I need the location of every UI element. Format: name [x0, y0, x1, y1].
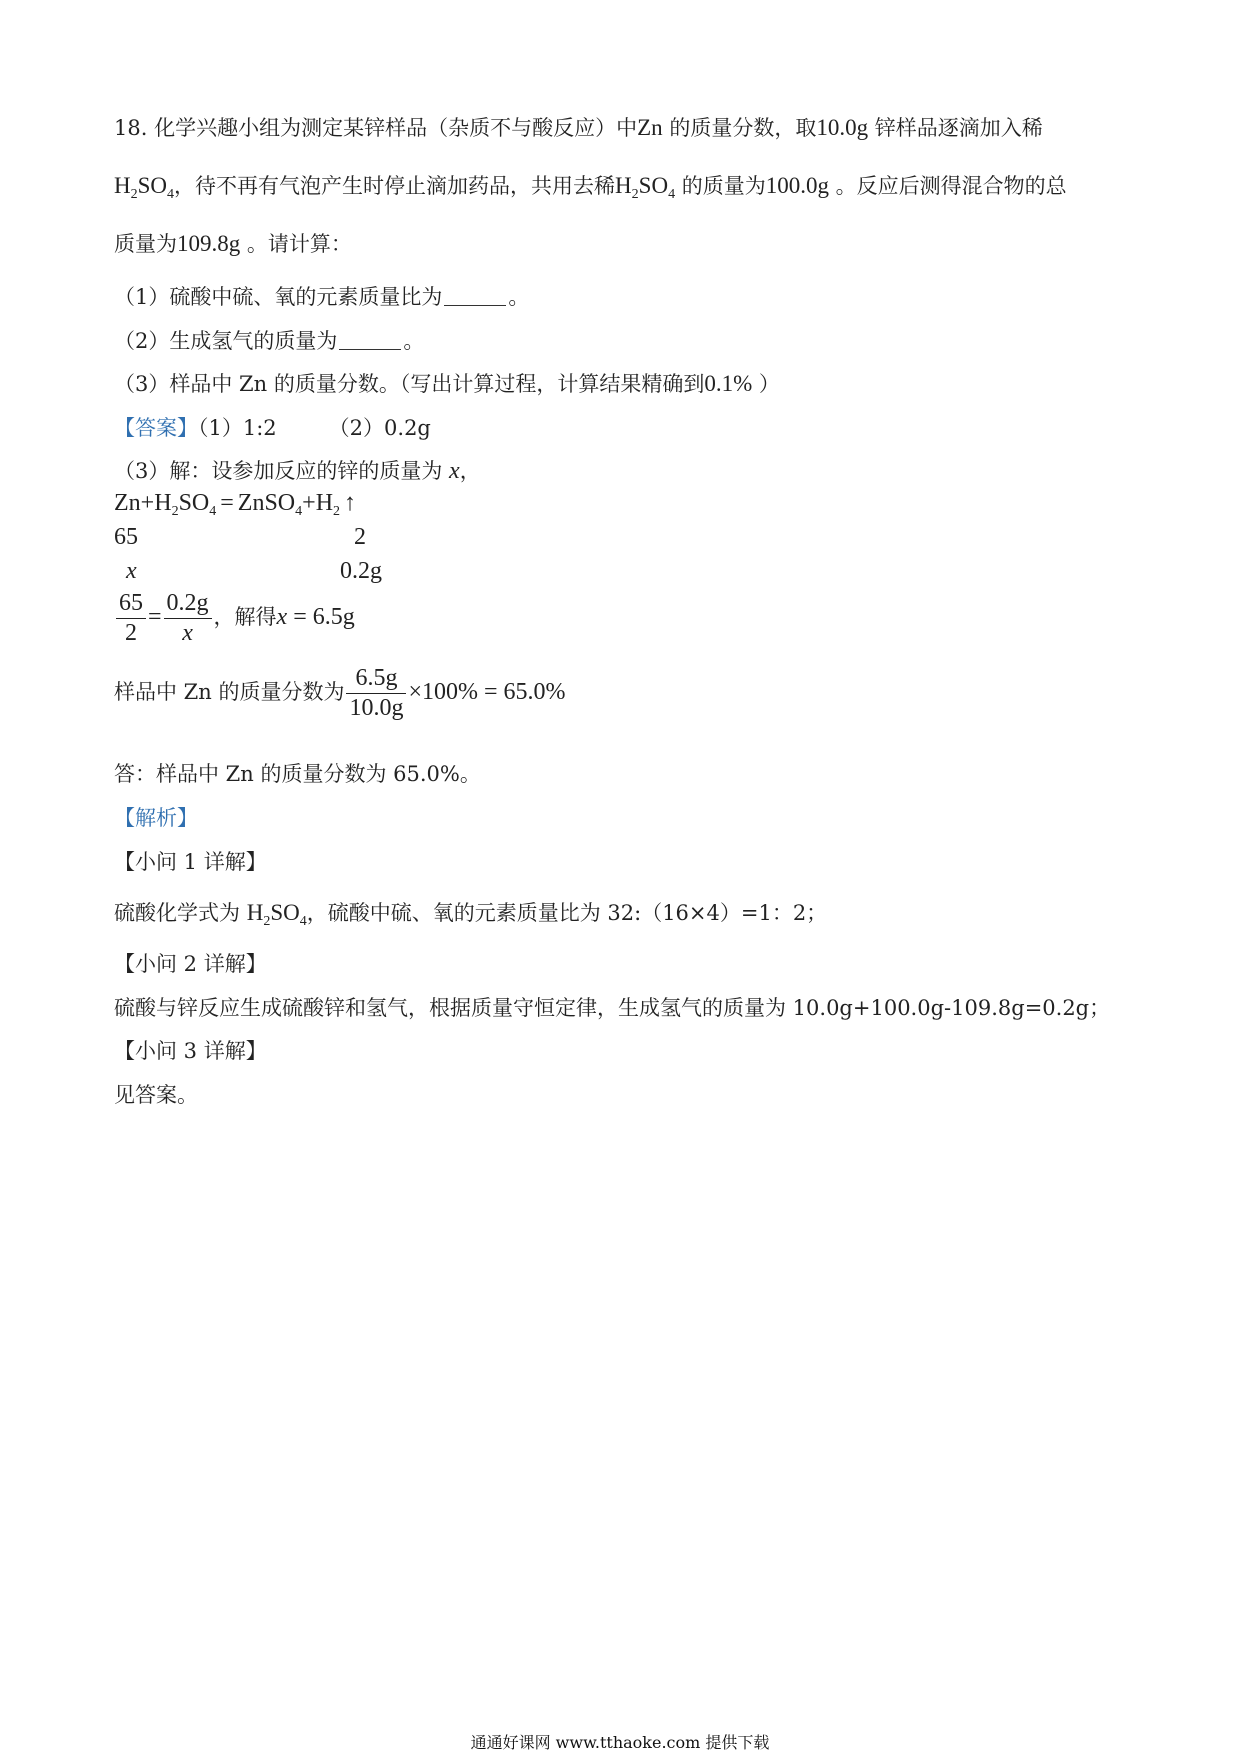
question-line-1 — [114, 112, 1043, 142]
question-text: 。反应后测得混合物的总 — [829, 174, 1067, 198]
answer-3-intro — [114, 455, 481, 485]
ratio-row-1 — [114, 524, 366, 551]
analysis-text-2: 硫酸与锌反应生成硫酸锌和氢气，根据质量守恒定律，生成氢气的质量为 10.0g+100.0g-109.8g=0.2g； — [114, 996, 1111, 1020]
analysis-text: 硫酸化学式为 — [114, 901, 247, 925]
sub-question-text: （2）生成氢气的质量为 — [114, 329, 338, 353]
formula-so: SO — [137, 173, 168, 198]
answer-line — [114, 412, 431, 442]
formula-so: SO — [638, 173, 669, 198]
solution-intro: ， — [459, 459, 481, 483]
gas-arrow-icon: ↑ — [344, 490, 357, 516]
sub-question-text: ） — [752, 372, 780, 396]
variable-x: x — [276, 604, 288, 631]
ratio-value: x — [126, 558, 137, 584]
chemical-equation — [114, 490, 356, 520]
analysis-heading-2: 【小问 2 详解】 — [114, 952, 267, 976]
fraction-numerator: 6.5g — [346, 665, 406, 694]
eq-plus: + — [140, 490, 155, 516]
fraction — [164, 590, 212, 647]
fraction-numerator: 65 — [116, 590, 146, 619]
sub-question-text: （3）样品中 Zn 的质量分数。（写出计算过程，计算结果精确到 — [114, 372, 705, 396]
question-text: 质量为 — [114, 232, 177, 256]
analysis-text-3: 见答案。 — [114, 1083, 198, 1107]
percentage-label: 样品中 Zn 的质量分数为 — [114, 680, 345, 704]
formula-h2so4: H — [246, 900, 264, 925]
question-line-2 — [114, 170, 1067, 203]
eq-term: ZnSO — [237, 490, 296, 516]
sub-question-text: 。 — [403, 329, 425, 353]
subscript: 4 — [167, 187, 175, 202]
formula-h2so4: H — [615, 173, 632, 198]
answer-tag: 【答案】 — [114, 416, 198, 440]
fraction-denominator: 2 — [125, 620, 137, 646]
eq-equals: = — [148, 604, 162, 631]
fraction-denominator: x — [182, 620, 193, 646]
solve-result: = 6.5g — [287, 604, 355, 631]
subscript: 4 — [668, 187, 676, 202]
question-text: 的质量分数，取 — [662, 116, 817, 140]
precision: 0.1% — [704, 371, 753, 396]
eq-term: H — [315, 490, 334, 516]
subscript: 4 — [209, 504, 217, 519]
ratio-value: 2 — [354, 524, 366, 550]
eq-term: H — [154, 490, 172, 516]
sub-question-text: 。 — [508, 285, 530, 309]
subscript: 2 — [130, 187, 138, 202]
subscript: 4 — [295, 504, 303, 519]
solution-intro: （3）解：设参加反应的锌的质量为 — [114, 459, 450, 483]
subscript: 2 — [263, 914, 271, 929]
variable-x: x — [449, 458, 460, 484]
final-answer: 答：样品中 Zn 的质量分数为 65.0%。 — [114, 762, 481, 786]
percentage-line — [114, 665, 566, 722]
fraction-numerator: 0.2g — [164, 590, 212, 619]
subscript: 2 — [171, 504, 179, 519]
subscript: 2 — [631, 187, 639, 202]
analysis-text-1 — [114, 897, 827, 930]
fraction-denominator: 10.0g — [349, 695, 404, 721]
sub-question-2 — [114, 325, 424, 355]
sample-mass: 10.0g — [816, 115, 869, 140]
eq-equals: = — [220, 490, 234, 516]
sub-question-1 — [114, 281, 529, 311]
question-text: 的质量为 — [675, 174, 766, 198]
analysis-text: ，硫酸中硫、氧的元素质量比为 32:（16×4）=1：2； — [306, 901, 828, 925]
footer-watermark: 通通好课网 www.tthaoke.com 提供下载 — [470, 1733, 770, 1752]
fraction — [116, 590, 146, 647]
sub-question-text: （1）硫酸中硫、氧的元素质量比为 — [114, 285, 443, 309]
analysis-heading-3: 【小问 3 详解】 — [114, 1039, 267, 1063]
formula-h2so4: H — [114, 173, 131, 198]
percentage-result: ×100% = 65.0% — [408, 679, 566, 705]
subscript: 4 — [299, 914, 307, 929]
acid-mass: 100.0g — [765, 173, 829, 198]
ratio-value: 0.2g — [340, 558, 382, 584]
question-intro: 18. 化学兴趣小组为测定某锌样品（杂质不与酸反应）中 — [114, 116, 638, 140]
ratio-row-2 — [114, 558, 382, 585]
fraction — [346, 665, 406, 722]
sub-question-3 — [114, 368, 780, 398]
ratio-value: 65 — [114, 524, 138, 550]
solve-text: ，解得 — [213, 605, 277, 630]
eq-plus: + — [302, 490, 316, 516]
element-zn: Zn — [637, 115, 663, 140]
question-text: 锌样品逐滴加入稀 — [868, 116, 1043, 140]
analysis-heading-1: 【小问 1 详解】 — [114, 850, 267, 874]
formula-so: SO — [270, 900, 300, 925]
analysis-tag: 【解析】 — [114, 806, 198, 830]
answer-blank — [339, 329, 401, 350]
subscript: 2 — [333, 504, 341, 519]
answer-blank — [444, 285, 506, 306]
question-text: 。请计算： — [240, 232, 352, 256]
question-line-3 — [114, 228, 352, 258]
answer-2: （2）0.2g — [328, 416, 431, 440]
eq-term: Zn — [114, 490, 141, 516]
eq-term: SO — [178, 490, 210, 516]
question-text: ，待不再有气泡产生时停止滴加药品，共用去稀 — [174, 174, 616, 198]
proportion-equation — [114, 590, 355, 647]
total-mass: 109.8g — [177, 231, 241, 256]
answer-1: （1）1:2 — [198, 416, 277, 440]
